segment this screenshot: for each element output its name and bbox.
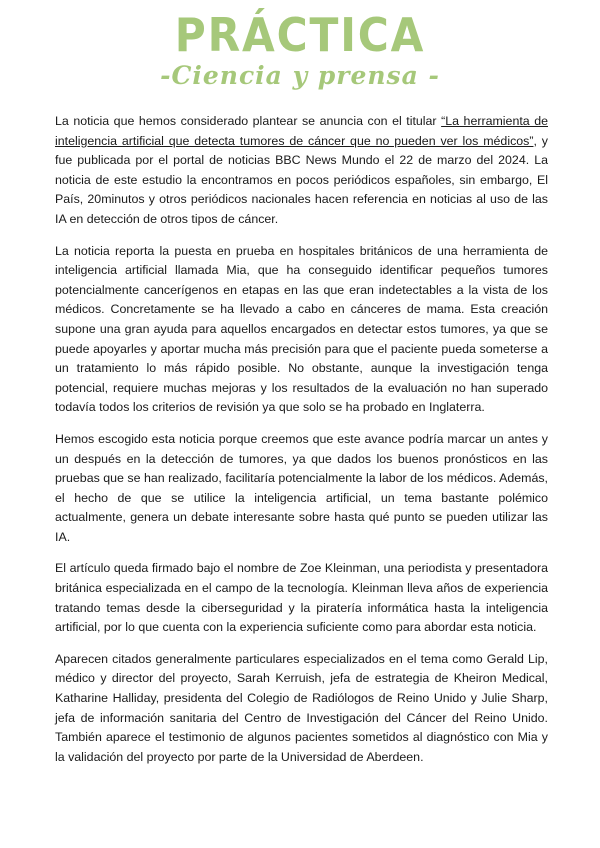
paragraph-5: Aparecen citados generalmente particulares especializados en el tema como Gerald Lip, médico y director del proyecto, Sarah Kerruish, jefa de estrategia de Kheiron Medical, Katharine Halliday, presidenta del Colegio de Radiólogos de Reino Unido y Julie Sharp, jefa de información sanitaria del Centro de Investigación del Cáncer del Reino Unido. También aparece el testimonio de algunos pacientes sometidos al diagnóstico con Mia y la validación del proyecto por parte de la Universidad de Aberdeen.	[55, 651, 548, 764]
article-body	[55, 112, 548, 779]
page-subtitle: -Ciencia y prensa -	[160, 61, 440, 90]
paragraph-1-rest: , y fue publicada por el portal de noticias BBC News Mundo el 22 de marzo del 2024. La noticia de este estudio la encontramos en pocos periódicos españoles, sin embargo, El País, 20minutos y otros periódicos nacionales hacen referencia en noticias al uso de las IA en detección de otros tipos de cáncer.	[55, 133, 548, 226]
page-title: PRÁCTICA	[174, 8, 426, 62]
paragraph-3: Hemos escogido esta noticia porque creemos que este avance podría marcar un antes y un después en la detección de tumores, ya que dados los buenos pronósticos en las pruebas que se han realizado, facilitaría potencialmente la labor de los médicos. Además, el hecho de que se utilice la inteligencia artificial, un tema bastante polémico actualmente, genera un debate interesante sobre hasta qué punto se pueden utilizar las IA.	[55, 431, 548, 544]
paragraph-1-intro: La noticia que hemos considerado plantear se anuncia con el titular	[55, 114, 442, 128]
paragraph-4: El artículo queda firmado bajo el nombre de Zoe Kleinman, una periodista y presentadora británica especializada en el campo de la tecnología. Kleinman lleva años de experiencia tratando temas desde la ciberseguridad y la piratería informática hasta la inteligencia artificial, por lo que cuenta con la experiencia suficiente como para abordar esta noticia.	[55, 561, 548, 635]
headline-link[interactable]: “La herramienta de inteligencia artificial que detecta tumores de cáncer que no pueden ver los médicos”	[55, 114, 548, 148]
paragraph-2: La noticia reporta la puesta en prueba en hospitales británicos de una herramienta de inteligencia artificial llamada Mia, que ha conseguido identificar pequeños tumores potencialmente cancerígenos en etapas en las que eran indetectables a la vista de los médicos. Concretamente se ha llevado a cabo en cánceres de mama. Esta creación supone una gran ayuda para aquellos encargados en detectar estos tumores, ya que se puede apoyarles y aportar mucha más precisión para que el paciente pueda someterse a un tratamiento lo más rápido posible. No obstante, aunque la investigación tenga potencial, requiere muchas mejoras y los resultados de la evaluación no han superado todavía todos los criterios de revisión ya que solo se ha probado en Inglaterra.	[55, 243, 548, 415]
page-header	[0, 10, 600, 90]
paragraph-1	[55, 112, 548, 230]
